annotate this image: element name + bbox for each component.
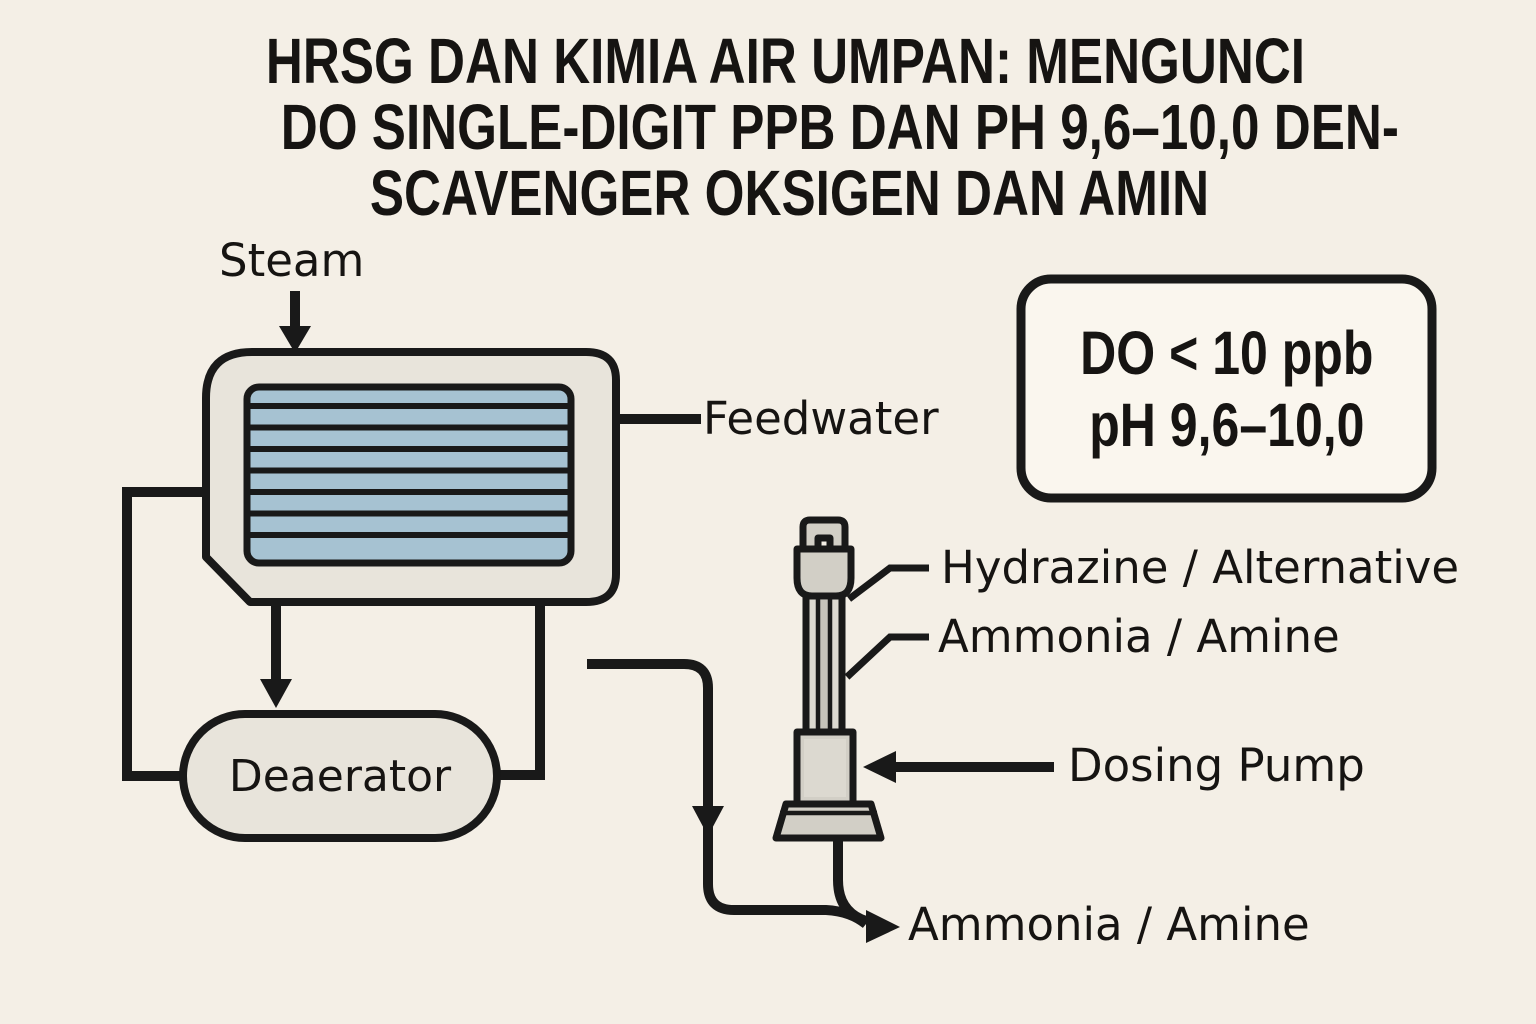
dosing-pump-label: Dosing Pump <box>1068 739 1365 792</box>
pump-plunger-cap <box>803 520 845 549</box>
title-line-1: HRSG DAN KIMIA AIR UMPAN: MENGUNCI <box>265 25 1305 97</box>
callout-do-line: DO < 10 ppb <box>1079 318 1374 387</box>
pump-base <box>776 804 881 838</box>
steam-label: Steam <box>219 234 365 287</box>
title-line-2: DO SINGLE-DIGIT PPB DAN PH 9,6–10,0 DEN- <box>280 91 1400 163</box>
hydrazine-alternative-label: Hydrazine / Alternative <box>941 541 1460 594</box>
feedwater-label: Feedwater <box>703 392 939 445</box>
dosing-pump-graphic <box>776 520 881 838</box>
ammonia-leader-line <box>847 637 929 677</box>
tube-bank <box>247 387 571 563</box>
dosing-pump-arrow <box>863 751 1054 783</box>
hydrazine-leader-line <box>849 568 929 599</box>
pump-collar <box>797 549 851 596</box>
chemistry-target-callout <box>1021 279 1432 498</box>
pump-rod <box>820 600 828 729</box>
right-downcomer-pipe <box>497 602 540 775</box>
ammonia-amine-top-label: Ammonia / Amine <box>938 610 1340 663</box>
ammonia-amine-bottom-label: Ammonia / Amine <box>908 898 1310 951</box>
callout-ph-line: pH 9,6–10,0 <box>1088 390 1365 459</box>
title-line-3: SCAVENGER OKSIGEN DAN AMIN <box>369 157 1209 229</box>
vessel-to-deaerator-arrow <box>260 602 292 708</box>
steam-arrow <box>279 291 311 353</box>
deaerator-label: Deaerator <box>228 750 452 802</box>
pump-body-inner <box>804 739 846 797</box>
page-title <box>0 25 1536 229</box>
